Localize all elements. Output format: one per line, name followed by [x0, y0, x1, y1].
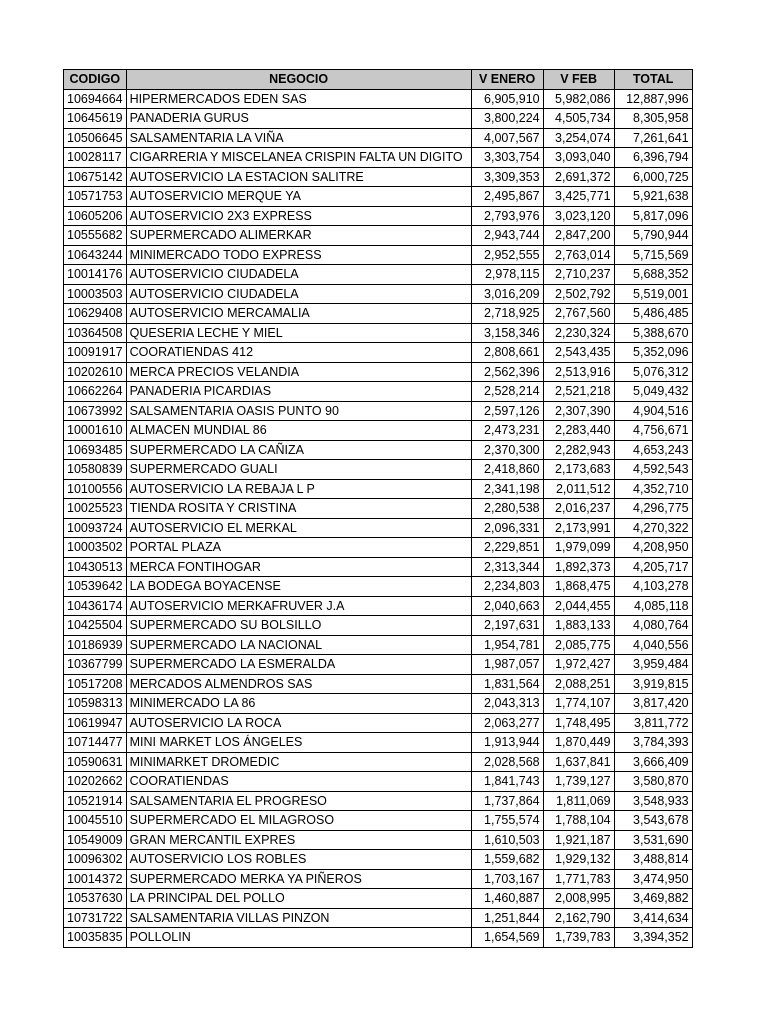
- table-row: [64, 284, 693, 304]
- cell-v-feb: 2,162,790: [543, 908, 614, 928]
- table-row: [64, 479, 693, 499]
- cell-negocio: AUTOSERVICIO EL MERKAL: [126, 518, 471, 538]
- cell-codigo: 10517208: [64, 674, 127, 694]
- cell-v-enero: 2,370,300: [471, 440, 543, 460]
- cell-codigo: 10629408: [64, 304, 127, 324]
- cell-v-feb: 2,543,435: [543, 343, 614, 363]
- cell-codigo: 10662264: [64, 382, 127, 402]
- cell-v-enero: 2,793,976: [471, 206, 543, 226]
- cell-total: 3,474,950: [614, 869, 692, 889]
- cell-negocio: GRAN MERCANTIL EXPRES: [126, 830, 471, 850]
- cell-codigo: 10571753: [64, 187, 127, 207]
- cell-total: 3,817,420: [614, 694, 692, 714]
- cell-total: 5,817,096: [614, 206, 692, 226]
- cell-total: 6,000,725: [614, 167, 692, 187]
- table-row: [64, 557, 693, 577]
- cell-total: 5,921,638: [614, 187, 692, 207]
- cell-v-feb: 2,710,237: [543, 265, 614, 285]
- cell-codigo: 10555682: [64, 226, 127, 246]
- cell-negocio: MERCA PRECIOS VELANDIA: [126, 362, 471, 382]
- cell-codigo: 10675142: [64, 167, 127, 187]
- cell-v-feb: 2,502,792: [543, 284, 614, 304]
- cell-codigo: 10091917: [64, 343, 127, 363]
- cell-negocio: PANADERIA PICARDIAS: [126, 382, 471, 402]
- cell-negocio: MINI MARKET LOS ÁNGELES: [126, 733, 471, 753]
- table-row: [64, 889, 693, 909]
- cell-v-feb: 1,739,127: [543, 772, 614, 792]
- cell-negocio: POLLOLIN: [126, 928, 471, 948]
- cell-total: 3,414,634: [614, 908, 692, 928]
- cell-negocio: AUTOSERVICIO MERKAFRUVER J.A: [126, 596, 471, 616]
- cell-negocio: AUTOSERVICIO CIUDADELA: [126, 265, 471, 285]
- cell-v-enero: 2,808,661: [471, 343, 543, 363]
- cell-v-enero: 3,158,346: [471, 323, 543, 343]
- cell-codigo: 10436174: [64, 596, 127, 616]
- table-row: [64, 362, 693, 382]
- table-row: [64, 128, 693, 148]
- cell-negocio: SUPERMERCADO GUALI: [126, 460, 471, 480]
- cell-v-enero: 2,978,115: [471, 265, 543, 285]
- cell-total: 3,543,678: [614, 811, 692, 831]
- cell-negocio: COORATIENDAS 412: [126, 343, 471, 363]
- cell-codigo: 10619947: [64, 713, 127, 733]
- table-row: [64, 908, 693, 928]
- cell-v-enero: 1,251,844: [471, 908, 543, 928]
- cell-v-feb: 5,982,086: [543, 89, 614, 109]
- cell-v-enero: 2,952,555: [471, 245, 543, 265]
- cell-total: 4,205,717: [614, 557, 692, 577]
- table-row: [64, 265, 693, 285]
- cell-negocio: PANADERIA GURUS: [126, 109, 471, 129]
- table-row: [64, 869, 693, 889]
- cell-codigo: 10003502: [64, 538, 127, 558]
- cell-v-feb: 2,307,390: [543, 401, 614, 421]
- cell-total: 5,352,096: [614, 343, 692, 363]
- cell-negocio: SALSAMENTARIA EL PROGRESO: [126, 791, 471, 811]
- cell-codigo: 10028117: [64, 148, 127, 168]
- cell-v-enero: 1,460,887: [471, 889, 543, 909]
- cell-negocio: QUESERIA LECHE Y MIEL: [126, 323, 471, 343]
- cell-v-enero: 2,063,277: [471, 713, 543, 733]
- cell-codigo: 10598313: [64, 694, 127, 714]
- cell-v-enero: 2,028,568: [471, 752, 543, 772]
- cell-codigo: 10537630: [64, 889, 127, 909]
- cell-v-feb: 1,788,104: [543, 811, 614, 831]
- cell-total: 3,469,882: [614, 889, 692, 909]
- cell-negocio: SUPERMERCADO ALIMERKAR: [126, 226, 471, 246]
- cell-v-enero: 2,043,313: [471, 694, 543, 714]
- cell-v-feb: 2,044,455: [543, 596, 614, 616]
- table-row: [64, 596, 693, 616]
- cell-codigo: 10096302: [64, 850, 127, 870]
- cell-negocio: SUPERMERCADO SU BOLSILLO: [126, 616, 471, 636]
- cell-v-feb: 3,254,074: [543, 128, 614, 148]
- cell-v-enero: 3,309,353: [471, 167, 543, 187]
- table-row: [64, 538, 693, 558]
- cell-total: 3,531,690: [614, 830, 692, 850]
- cell-codigo: 10202610: [64, 362, 127, 382]
- cell-codigo: 10025523: [64, 499, 127, 519]
- cell-total: 3,919,815: [614, 674, 692, 694]
- header-negocio: NEGOCIO: [126, 70, 471, 90]
- cell-total: 8,305,958: [614, 109, 692, 129]
- table-row: [64, 850, 693, 870]
- cell-v-feb: 1,892,373: [543, 557, 614, 577]
- cell-v-enero: 1,987,057: [471, 655, 543, 675]
- cell-codigo: 10367799: [64, 655, 127, 675]
- table-row: [64, 499, 693, 519]
- cell-v-enero: 1,559,682: [471, 850, 543, 870]
- cell-v-enero: 3,016,209: [471, 284, 543, 304]
- cell-negocio: MERCA FONTIHOGAR: [126, 557, 471, 577]
- cell-v-feb: 4,505,734: [543, 109, 614, 129]
- cell-codigo: 10731722: [64, 908, 127, 928]
- table-row: [64, 206, 693, 226]
- cell-v-feb: 3,425,771: [543, 187, 614, 207]
- cell-negocio: CIGARRERIA Y MISCELANEA CRISPIN FALTA UN DIGITO: [126, 148, 471, 168]
- table-row: [64, 928, 693, 948]
- cell-codigo: 10014372: [64, 869, 127, 889]
- cell-v-feb: 1,739,783: [543, 928, 614, 948]
- cell-negocio: AUTOSERVICIO LA REBAJA L P: [126, 479, 471, 499]
- table-row: [64, 674, 693, 694]
- cell-negocio: MINIMERCADO LA 86: [126, 694, 471, 714]
- cell-codigo: 10643244: [64, 245, 127, 265]
- cell-total: 3,548,933: [614, 791, 692, 811]
- cell-v-feb: 1,929,132: [543, 850, 614, 870]
- cell-total: 4,270,322: [614, 518, 692, 538]
- cell-codigo: 10714477: [64, 733, 127, 753]
- cell-negocio: COORATIENDAS: [126, 772, 471, 792]
- cell-v-feb: 1,921,187: [543, 830, 614, 850]
- table-row: [64, 830, 693, 850]
- cell-negocio: ALMACEN MUNDIAL 86: [126, 421, 471, 441]
- cell-v-feb: 2,230,324: [543, 323, 614, 343]
- cell-v-feb: 1,811,069: [543, 791, 614, 811]
- cell-v-feb: 2,008,995: [543, 889, 614, 909]
- cell-v-enero: 3,800,224: [471, 109, 543, 129]
- cell-v-feb: 2,173,991: [543, 518, 614, 538]
- cell-total: 5,388,670: [614, 323, 692, 343]
- cell-v-enero: 1,703,167: [471, 869, 543, 889]
- cell-total: 3,488,814: [614, 850, 692, 870]
- cell-total: 5,076,312: [614, 362, 692, 382]
- cell-v-enero: 2,418,860: [471, 460, 543, 480]
- table-row: [64, 655, 693, 675]
- cell-negocio: LA PRINCIPAL DEL POLLO: [126, 889, 471, 909]
- cell-v-feb: 2,016,237: [543, 499, 614, 519]
- cell-codigo: 10430513: [64, 557, 127, 577]
- cell-v-enero: 1,610,503: [471, 830, 543, 850]
- cell-codigo: 10035835: [64, 928, 127, 948]
- table-row: [64, 187, 693, 207]
- cell-v-enero: 2,229,851: [471, 538, 543, 558]
- cell-v-feb: 2,088,251: [543, 674, 614, 694]
- header-v-feb: V FEB: [543, 70, 614, 90]
- cell-v-feb: 1,870,449: [543, 733, 614, 753]
- table-row: [64, 226, 693, 246]
- cell-total: 7,261,641: [614, 128, 692, 148]
- cell-v-enero: 1,831,564: [471, 674, 543, 694]
- cell-v-feb: 1,748,495: [543, 713, 614, 733]
- cell-negocio: HIPERMERCADOS EDEN SAS: [126, 89, 471, 109]
- table-row: [64, 577, 693, 597]
- cell-negocio: SALSAMENTARIA OASIS PUNTO 90: [126, 401, 471, 421]
- cell-total: 3,784,393: [614, 733, 692, 753]
- cell-codigo: 10001610: [64, 421, 127, 441]
- cell-negocio: MINIMARKET DROMEDIC: [126, 752, 471, 772]
- table-row: [64, 382, 693, 402]
- cell-codigo: 10045510: [64, 811, 127, 831]
- cell-v-enero: 2,473,231: [471, 421, 543, 441]
- cell-codigo: 10003503: [64, 284, 127, 304]
- table-row: [64, 791, 693, 811]
- cell-v-enero: 2,096,331: [471, 518, 543, 538]
- header-total: TOTAL: [614, 70, 692, 90]
- cell-v-feb: 1,972,427: [543, 655, 614, 675]
- cell-v-enero: 2,341,198: [471, 479, 543, 499]
- cell-v-enero: 2,234,803: [471, 577, 543, 597]
- table-row: [64, 518, 693, 538]
- cell-negocio: SUPERMERCADO LA CAÑIZA: [126, 440, 471, 460]
- cell-v-feb: 1,774,107: [543, 694, 614, 714]
- cell-v-feb: 3,023,120: [543, 206, 614, 226]
- table-row: [64, 733, 693, 753]
- cell-total: 12,887,996: [614, 89, 692, 109]
- cell-total: 4,296,775: [614, 499, 692, 519]
- table-row: [64, 89, 693, 109]
- cell-v-enero: 2,718,925: [471, 304, 543, 324]
- table-row: [64, 304, 693, 324]
- cell-codigo: 10590631: [64, 752, 127, 772]
- cell-negocio: AUTOSERVICIO MERQUE YA: [126, 187, 471, 207]
- cell-negocio: AUTOSERVICIO MERCAMALIA: [126, 304, 471, 324]
- cell-codigo: 10506645: [64, 128, 127, 148]
- cell-total: 5,715,569: [614, 245, 692, 265]
- cell-total: 4,103,278: [614, 577, 692, 597]
- cell-v-enero: 1,737,864: [471, 791, 543, 811]
- cell-v-enero: 2,495,867: [471, 187, 543, 207]
- cell-total: 5,486,485: [614, 304, 692, 324]
- table-row: [64, 440, 693, 460]
- table-row: [64, 109, 693, 129]
- cell-negocio: MINIMERCADO TODO EXPRESS: [126, 245, 471, 265]
- cell-codigo: 10100556: [64, 479, 127, 499]
- cell-v-feb: 1,979,099: [543, 538, 614, 558]
- sales-table: [63, 69, 693, 948]
- cell-v-enero: 1,654,569: [471, 928, 543, 948]
- cell-v-feb: 3,093,040: [543, 148, 614, 168]
- cell-negocio: LA BODEGA BOYACENSE: [126, 577, 471, 597]
- cell-total: 5,688,352: [614, 265, 692, 285]
- cell-total: 4,756,671: [614, 421, 692, 441]
- cell-v-feb: 2,513,916: [543, 362, 614, 382]
- cell-v-enero: 1,841,743: [471, 772, 543, 792]
- table-row: [64, 811, 693, 831]
- cell-v-enero: 2,197,631: [471, 616, 543, 636]
- cell-total: 4,080,764: [614, 616, 692, 636]
- cell-total: 4,904,516: [614, 401, 692, 421]
- cell-codigo: 10093724: [64, 518, 127, 538]
- cell-v-enero: 2,280,538: [471, 499, 543, 519]
- cell-negocio: SUPERMERCADO EL MILAGROSO: [126, 811, 471, 831]
- cell-v-enero: 3,303,754: [471, 148, 543, 168]
- cell-negocio: PORTAL PLAZA: [126, 538, 471, 558]
- cell-codigo: 10425504: [64, 616, 127, 636]
- cell-codigo: 10694664: [64, 89, 127, 109]
- cell-v-enero: 6,905,910: [471, 89, 543, 109]
- table-row: [64, 401, 693, 421]
- header-v-enero: V ENERO: [471, 70, 543, 90]
- cell-negocio: MERCADOS ALMENDROS SAS: [126, 674, 471, 694]
- cell-codigo: 10580839: [64, 460, 127, 480]
- cell-v-enero: 1,755,574: [471, 811, 543, 831]
- cell-negocio: TIENDA ROSITA Y CRISTINA: [126, 499, 471, 519]
- cell-total: 4,040,556: [614, 635, 692, 655]
- cell-total: 6,396,794: [614, 148, 692, 168]
- cell-negocio: SALSAMENTARIA VILLAS PINZON: [126, 908, 471, 928]
- header-row: [64, 70, 693, 90]
- cell-v-feb: 1,868,475: [543, 577, 614, 597]
- cell-total: 3,666,409: [614, 752, 692, 772]
- cell-negocio: AUTOSERVICIO CIUDADELA: [126, 284, 471, 304]
- cell-total: 4,208,950: [614, 538, 692, 558]
- cell-negocio: SUPERMERCADO LA NACIONAL: [126, 635, 471, 655]
- cell-v-feb: 2,173,683: [543, 460, 614, 480]
- cell-negocio: AUTOSERVICIO LOS ROBLES: [126, 850, 471, 870]
- cell-v-enero: 2,562,396: [471, 362, 543, 382]
- cell-v-enero: 1,913,944: [471, 733, 543, 753]
- cell-v-feb: 2,282,943: [543, 440, 614, 460]
- header-codigo: CODIGO: [64, 70, 127, 90]
- cell-total: 3,811,772: [614, 713, 692, 733]
- cell-codigo: 10693485: [64, 440, 127, 460]
- cell-v-enero: 2,313,344: [471, 557, 543, 577]
- cell-total: 5,049,432: [614, 382, 692, 402]
- table-row: [64, 167, 693, 187]
- table-row: [64, 694, 693, 714]
- cell-total: 3,580,870: [614, 772, 692, 792]
- cell-negocio: AUTOSERVICIO LA ESTACION SALITRE: [126, 167, 471, 187]
- cell-total: 3,959,484: [614, 655, 692, 675]
- cell-v-enero: 4,007,567: [471, 128, 543, 148]
- cell-codigo: 10014176: [64, 265, 127, 285]
- cell-v-feb: 1,883,133: [543, 616, 614, 636]
- cell-negocio: SUPERMERCADO MERKA YA PIÑEROS: [126, 869, 471, 889]
- table-row: [64, 245, 693, 265]
- cell-v-feb: 2,767,560: [543, 304, 614, 324]
- table-row: [64, 616, 693, 636]
- table-row: [64, 343, 693, 363]
- cell-negocio: SUPERMERCADO LA ESMERALDA: [126, 655, 471, 675]
- cell-codigo: 10202662: [64, 772, 127, 792]
- cell-codigo: 10605206: [64, 206, 127, 226]
- table-row: [64, 772, 693, 792]
- table-row: [64, 635, 693, 655]
- cell-negocio: AUTOSERVICIO LA ROCA: [126, 713, 471, 733]
- cell-v-feb: 2,085,775: [543, 635, 614, 655]
- cell-codigo: 10521914: [64, 791, 127, 811]
- cell-codigo: 10186939: [64, 635, 127, 655]
- cell-v-feb: 2,847,200: [543, 226, 614, 246]
- cell-v-enero: 2,528,214: [471, 382, 543, 402]
- cell-codigo: 10673992: [64, 401, 127, 421]
- cell-total: 4,592,543: [614, 460, 692, 480]
- cell-v-feb: 1,771,783: [543, 869, 614, 889]
- cell-codigo: 10364508: [64, 323, 127, 343]
- cell-total: 3,394,352: [614, 928, 692, 948]
- cell-negocio: SALSAMENTARIA LA VIÑA: [126, 128, 471, 148]
- cell-codigo: 10645619: [64, 109, 127, 129]
- cell-total: 4,085,118: [614, 596, 692, 616]
- cell-total: 4,352,710: [614, 479, 692, 499]
- cell-v-feb: 2,691,372: [543, 167, 614, 187]
- cell-codigo: 10549009: [64, 830, 127, 850]
- cell-negocio: AUTOSERVICIO 2X3 EXPRESS: [126, 206, 471, 226]
- cell-total: 4,653,243: [614, 440, 692, 460]
- cell-v-feb: 2,521,218: [543, 382, 614, 402]
- cell-v-feb: 2,011,512: [543, 479, 614, 499]
- table-row: [64, 752, 693, 772]
- cell-total: 5,519,001: [614, 284, 692, 304]
- table-row: [64, 460, 693, 480]
- cell-v-feb: 2,283,440: [543, 421, 614, 441]
- table-row: [64, 713, 693, 733]
- cell-v-enero: 2,040,663: [471, 596, 543, 616]
- cell-total: 5,790,944: [614, 226, 692, 246]
- table-row: [64, 148, 693, 168]
- cell-v-feb: 1,637,841: [543, 752, 614, 772]
- cell-v-feb: 2,763,014: [543, 245, 614, 265]
- cell-v-enero: 2,943,744: [471, 226, 543, 246]
- cell-codigo: 10539642: [64, 577, 127, 597]
- table-row: [64, 421, 693, 441]
- table-row: [64, 323, 693, 343]
- cell-v-enero: 2,597,126: [471, 401, 543, 421]
- cell-v-enero: 1,954,781: [471, 635, 543, 655]
